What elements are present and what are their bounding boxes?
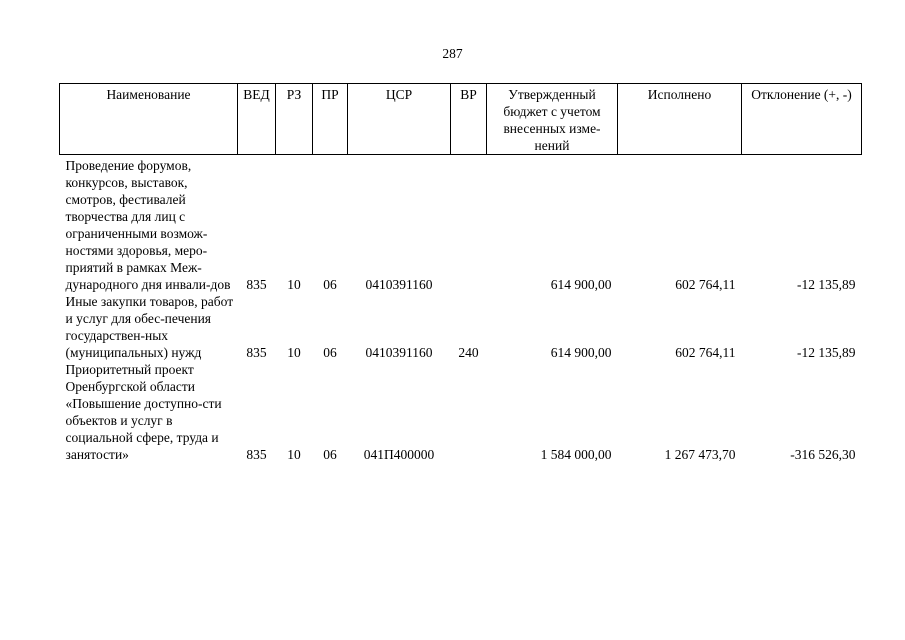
header-vr: ВР bbox=[451, 84, 487, 155]
cell-ved: 835 bbox=[246, 447, 267, 462]
cell-executed: 1 267 473,70 bbox=[664, 447, 736, 462]
cell-vr bbox=[451, 155, 487, 294]
table-row bbox=[60, 361, 862, 463]
cell-deviation: -12 135,89 bbox=[797, 345, 856, 360]
cell-ved: 835 bbox=[246, 345, 267, 360]
header-name: Наименование bbox=[60, 84, 238, 155]
header-ved: ВЕД bbox=[238, 84, 276, 155]
header-deviation: Отклонение (+, -) bbox=[742, 84, 862, 155]
cell-csr: 0410391160 bbox=[365, 277, 433, 292]
cell-csr: 0410391160 bbox=[365, 345, 433, 360]
header-csr: ЦСР bbox=[348, 84, 451, 155]
cell-approved: 614 900,00 bbox=[550, 345, 612, 360]
cell-pr: 06 bbox=[323, 447, 337, 462]
table-row bbox=[60, 155, 862, 294]
budget-table bbox=[59, 83, 862, 463]
cell-pr: 06 bbox=[323, 345, 337, 360]
cell-executed: 602 764,11 bbox=[675, 345, 736, 360]
cell-executed: 602 764,11 bbox=[675, 277, 736, 292]
header-executed: Исполнено bbox=[618, 84, 742, 155]
cell-deviation: -316 526,30 bbox=[790, 447, 856, 462]
cell-ved: 835 bbox=[246, 277, 267, 292]
table-header-row bbox=[60, 84, 862, 155]
cell-approved: 614 900,00 bbox=[550, 277, 612, 292]
header-rz: РЗ bbox=[276, 84, 313, 155]
cell-approved: 1 584 000,00 bbox=[540, 447, 612, 462]
cell-vr bbox=[451, 361, 487, 463]
cell-vr: 240 bbox=[458, 345, 479, 360]
cell-name: Приоритетный проект Оренбургской области «Повышение доступно-сти объектов и услуг в социальной сфере, труда и занятости» bbox=[65, 362, 222, 462]
cell-rz: 10 bbox=[287, 447, 301, 462]
cell-rz: 10 bbox=[287, 345, 301, 360]
page-number: 287 bbox=[442, 46, 463, 61]
header-pr: ПР bbox=[313, 84, 348, 155]
cell-rz: 10 bbox=[287, 277, 301, 292]
cell-name: Иные закупки товаров, работ и услуг для обес-печения государствен-ных (муниципальных) нужд bbox=[65, 294, 234, 360]
cell-csr: 041П400000 bbox=[363, 447, 435, 462]
header-approved: Утвержденный бюджет с учетом внесенных изме-нений bbox=[487, 84, 618, 155]
cell-name: Проведение форумов, конкурсов, выставок, смотров, фестивалей творчества для лиц с ограниченными возмож-ностями здоровья, меро-приятий в рамках Меж-дународного дня инвали-дов bbox=[65, 158, 231, 292]
table-row bbox=[60, 293, 862, 361]
cell-pr: 06 bbox=[323, 277, 337, 292]
cell-deviation: -12 135,89 bbox=[797, 277, 856, 292]
